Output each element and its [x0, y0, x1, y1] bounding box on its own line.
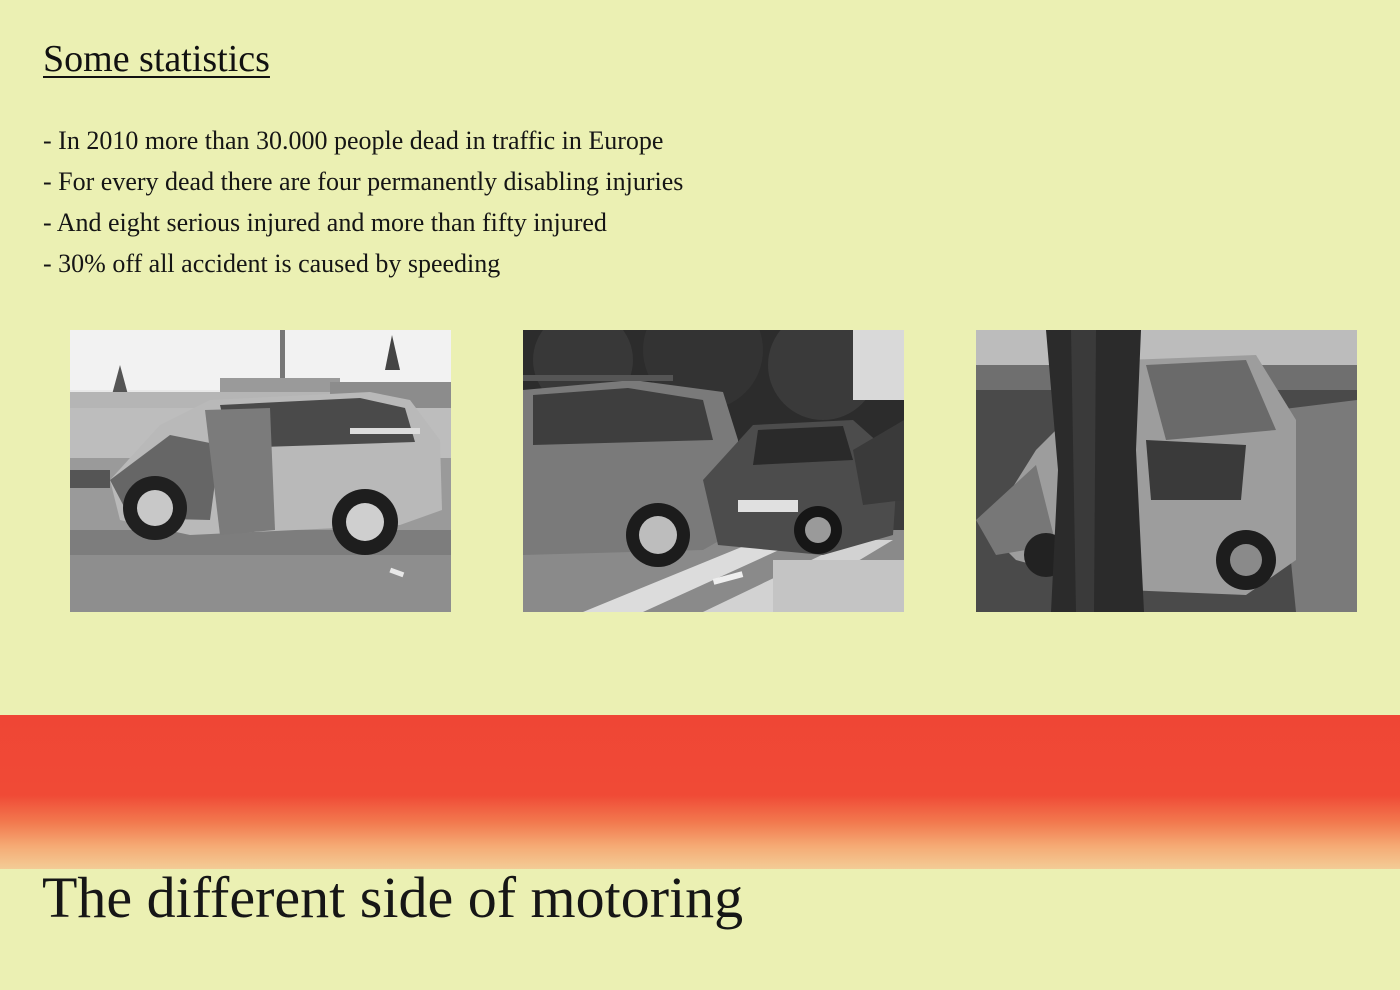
- footer-title: The different side of motoring: [42, 865, 744, 930]
- crash-photo-tree: [976, 330, 1357, 612]
- statistics-list: [43, 120, 683, 284]
- statistic-item: - For every dead there are four permanently disabling injuries: [43, 167, 684, 196]
- page-title: Some statistics: [43, 38, 270, 80]
- statistic-item: - And eight serious injured and more than fifty injured: [43, 208, 607, 237]
- statistic-item: - 30% off all accident is caused by speeding: [43, 249, 501, 278]
- crash-photo-suv: [70, 330, 451, 612]
- statistic-item: - In 2010 more than 30.000 people dead in traffic in Europe: [43, 126, 664, 155]
- crash-photo-collision: [523, 330, 904, 612]
- red-gradient-band: [0, 715, 1400, 869]
